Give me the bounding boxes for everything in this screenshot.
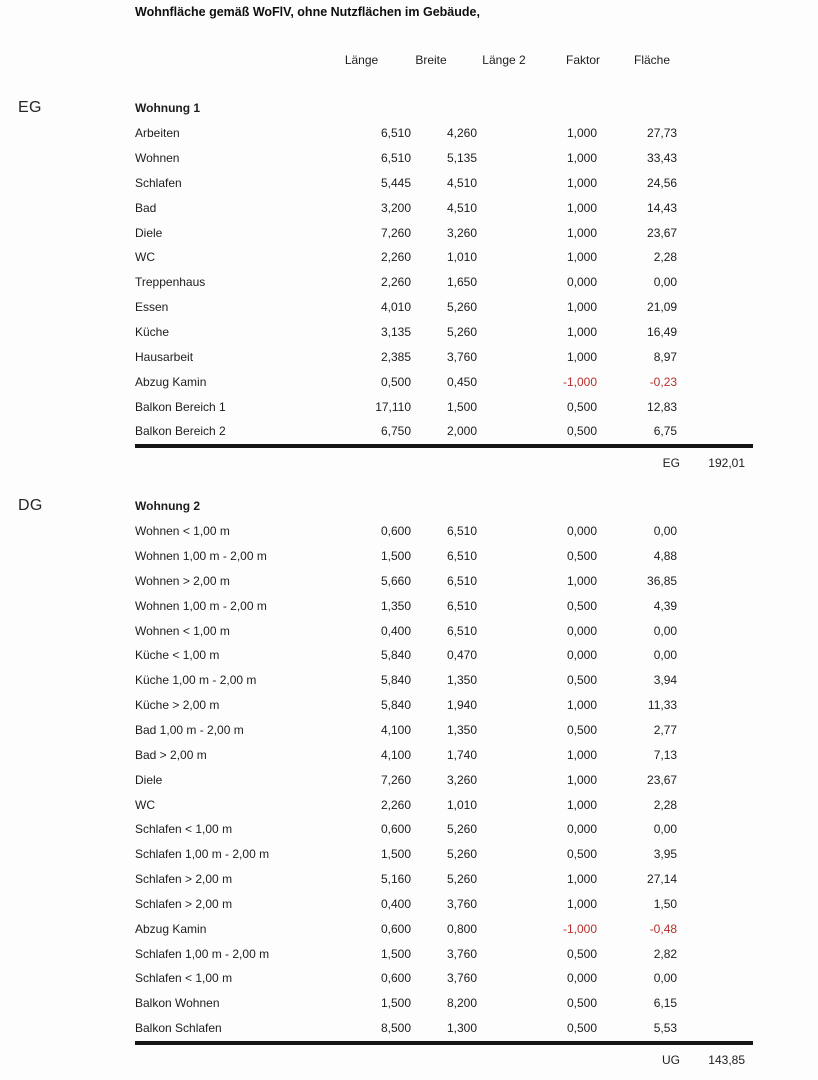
room-label: Wohnen < 1,00 m: [135, 623, 230, 638]
flaeche-value: 2,28: [653, 250, 678, 265]
laenge-value: 5,840: [380, 648, 411, 663]
floor-label-dg: DG: [18, 497, 43, 514]
room-label: Schlafen 1,00 m - 2,00 m: [135, 847, 270, 862]
flaeche-value: 5,53: [653, 1021, 678, 1036]
laenge-value: 3,135: [380, 325, 411, 340]
table-row: [135, 369, 678, 394]
flaeche-value: 3,94: [653, 673, 678, 688]
faktor-value: 0,000: [566, 524, 597, 539]
flaeche-value: 36,85: [647, 573, 678, 588]
table-row: [135, 842, 678, 867]
laenge-value: 5,160: [380, 872, 411, 887]
faktor-value: -1,000: [562, 921, 597, 936]
flaeche-value: 23,67: [647, 225, 678, 240]
room-label: Abzug Kamin: [135, 921, 207, 936]
laenge-value: 0,600: [380, 822, 411, 837]
laenge-value: 8,500: [380, 1021, 411, 1036]
flaeche-value: 2,28: [653, 797, 678, 812]
faktor-value: 1,000: [566, 698, 597, 713]
flaeche-value: 27,73: [647, 126, 678, 141]
laenge-value: 7,260: [380, 225, 411, 240]
faktor-value: 1,000: [566, 225, 597, 240]
room-label: Hausarbeit: [135, 349, 194, 364]
room-label: WC: [135, 797, 155, 812]
laenge2-value: [478, 171, 540, 196]
faktor-value: 1,000: [566, 175, 597, 190]
laenge-value: 5,445: [380, 175, 411, 190]
flaeche-value: 12,83: [647, 399, 678, 414]
measurement-table-eg: [135, 96, 678, 444]
room-label: Schlafen < 1,00 m: [135, 822, 233, 837]
breite-value: 1,940: [446, 698, 477, 713]
faktor-value: 1,000: [566, 797, 597, 812]
table-row: [135, 245, 678, 270]
table-row: [135, 220, 678, 245]
breite-value: 6,510: [446, 598, 477, 613]
table-row: [135, 867, 678, 892]
laenge2-value: [478, 668, 540, 693]
table-row: [135, 991, 678, 1016]
room-label: Wohnen < 1,00 m: [135, 524, 230, 539]
flaeche-value: 8,97: [653, 349, 678, 364]
flaeche-value: 14,43: [647, 200, 678, 215]
laenge2-value: [478, 270, 540, 295]
breite-value: 1,500: [446, 399, 477, 414]
faktor-value: 0,000: [566, 623, 597, 638]
laenge2-value: [478, 892, 540, 917]
laenge2-value: [478, 593, 540, 618]
flaeche-value: 21,09: [647, 300, 678, 315]
table-row: [135, 693, 678, 718]
flaeche-value: -0,48: [649, 921, 678, 936]
room-label: Balkon Bereich 2: [135, 424, 226, 439]
flaeche-value: -0,23: [649, 374, 678, 389]
faktor-value: 1,000: [566, 151, 597, 166]
laenge2-value: [478, 693, 540, 718]
laenge2-value: [478, 121, 540, 146]
laenge2-value: [478, 792, 540, 817]
table-row: [135, 718, 678, 743]
laenge-value: 2,385: [380, 349, 411, 364]
breite-value: 5,135: [446, 151, 477, 166]
flaeche-value: 16,49: [647, 325, 678, 340]
laenge2-value: [478, 817, 540, 842]
laenge-value: 5,840: [380, 673, 411, 688]
column-header-spacer: [135, 53, 345, 67]
table-row: [135, 668, 678, 693]
flaeche-value: 0,00: [653, 822, 678, 837]
column-header-laenge: Länge: [344, 53, 379, 67]
laenge-value: 0,600: [380, 524, 411, 539]
breite-value: 1,010: [446, 250, 477, 265]
flaeche-value: 27,14: [647, 872, 678, 887]
flaeche-value: 4,39: [653, 598, 678, 613]
table-row: [135, 121, 678, 146]
document-title: Wohnfläche gemäß WoFlV, ohne Nutzflächen im Gebäude,: [135, 5, 480, 19]
table-row: [135, 767, 678, 792]
room-label: Wohnen > 2,00 m: [135, 573, 230, 588]
breite-value: 3,760: [446, 896, 477, 911]
table-row: [135, 618, 678, 643]
flaeche-value: 6,75: [653, 424, 678, 439]
breite-value: 1,650: [446, 275, 477, 290]
flaeche-value: 3,95: [653, 847, 678, 862]
breite-value: 4,260: [446, 126, 477, 141]
laenge-value: 2,260: [380, 250, 411, 265]
laenge2-value: [478, 369, 540, 394]
laenge2-value: [478, 146, 540, 171]
laenge-value: 4,100: [380, 723, 411, 738]
flaeche-value: 6,15: [653, 996, 678, 1011]
faktor-value: 1,000: [566, 300, 597, 315]
breite-value: 6,510: [446, 549, 477, 564]
flaeche-value: 2,77: [653, 723, 678, 738]
flaeche-value: 0,00: [653, 971, 678, 986]
room-label: Schlafen > 2,00 m: [135, 896, 233, 911]
faktor-value: 0,500: [566, 1021, 597, 1036]
laenge2-value: [478, 941, 540, 966]
faktor-value: 1,000: [566, 200, 597, 215]
laenge-value: 4,100: [380, 747, 411, 762]
faktor-value: 1,000: [566, 126, 597, 141]
breite-value: 8,200: [446, 996, 477, 1011]
flaeche-value: 4,88: [653, 549, 678, 564]
laenge-value: 4,010: [380, 300, 411, 315]
section-total-eg: [135, 448, 753, 480]
laenge-value: 7,260: [380, 772, 411, 787]
section-dg: [18, 494, 753, 1077]
laenge2-value: [478, 220, 540, 245]
laenge-value: 1,350: [380, 598, 411, 613]
table-row: [135, 270, 678, 295]
faktor-value: 0,500: [566, 549, 597, 564]
room-label: Essen: [135, 300, 169, 315]
breite-value: 5,260: [446, 847, 477, 862]
breite-value: 3,760: [446, 946, 477, 961]
faktor-value: 0,500: [566, 673, 597, 688]
room-label: Diele: [135, 225, 163, 240]
table-row: [135, 195, 678, 220]
table-row: [135, 544, 678, 569]
laenge2-value: [478, 842, 540, 867]
table-row: [135, 593, 678, 618]
laenge-value: 0,400: [380, 623, 411, 638]
laenge2-value: [478, 867, 540, 892]
laenge2-value: [478, 767, 540, 792]
room-label: Bad 1,00 m - 2,00 m: [135, 723, 244, 738]
laenge2-value: [478, 320, 540, 345]
faktor-value: 0,500: [566, 847, 597, 862]
laenge2-value: [478, 966, 540, 991]
flaeche-value: 7,13: [653, 747, 678, 762]
room-label: Bad: [135, 200, 157, 215]
faktor-value: 1,000: [566, 747, 597, 762]
laenge2-value: [478, 643, 540, 668]
flaeche-value: 1,50: [653, 896, 678, 911]
laenge-value: 1,500: [380, 847, 411, 862]
room-label: Küche 1,00 m - 2,00 m: [135, 673, 257, 688]
table-row: [135, 419, 678, 444]
faktor-value: 1,000: [566, 573, 597, 588]
table-row: [135, 817, 678, 842]
laenge2-value: [478, 519, 540, 544]
table-row: [135, 916, 678, 941]
laenge-value: 0,600: [380, 921, 411, 936]
room-label: Balkon Bereich 1: [135, 399, 226, 414]
breite-value: 6,510: [446, 573, 477, 588]
breite-value: 4,510: [446, 175, 477, 190]
table-row: [135, 146, 678, 171]
laenge-value: 1,500: [380, 996, 411, 1011]
total-area-value: 192,01: [708, 455, 745, 470]
laenge-value: 17,110: [375, 399, 411, 414]
flaeche-value: 33,43: [647, 151, 678, 166]
laenge-value: 0,400: [380, 896, 411, 911]
laenge2-value: [478, 394, 540, 419]
total-floor-label: UG: [662, 1052, 680, 1067]
column-header-breite: Breite: [415, 53, 447, 67]
laenge-value: 5,660: [380, 573, 411, 588]
breite-value: 3,260: [446, 225, 477, 240]
table-row: [135, 171, 678, 196]
faktor-value: 1,000: [566, 349, 597, 364]
faktor-value: 0,500: [566, 996, 597, 1011]
table-row: [135, 966, 678, 991]
laenge2-value: [478, 544, 540, 569]
total-area-value: 143,85: [708, 1052, 745, 1067]
laenge2-value: [478, 419, 540, 444]
room-label: Schlafen 1,00 m - 2,00 m: [135, 946, 270, 961]
laenge-value: 6,750: [380, 424, 411, 439]
breite-value: 1,350: [446, 723, 477, 738]
room-label: Arbeiten: [135, 126, 180, 141]
room-label: Balkon Wohnen: [135, 996, 220, 1011]
faktor-value: 0,500: [566, 723, 597, 738]
faktor-value: 0,500: [566, 598, 597, 613]
faktor-value: 1,000: [566, 250, 597, 265]
apartment-title: Wohnung 2: [135, 499, 201, 514]
breite-value: 1,740: [446, 747, 477, 762]
breite-value: 5,260: [446, 872, 477, 887]
breite-value: 6,510: [446, 524, 477, 539]
table-row: [135, 792, 678, 817]
faktor-value: 1,000: [566, 896, 597, 911]
table-row: [135, 295, 678, 320]
room-label: Wohnen: [135, 151, 180, 166]
laenge2-value: [478, 991, 540, 1016]
table-row: [135, 394, 678, 419]
breite-value: 0,470: [446, 648, 477, 663]
laenge2-value: [478, 295, 540, 320]
breite-value: 5,260: [446, 300, 477, 315]
laenge-value: 5,840: [380, 698, 411, 713]
room-label: Bad > 2,00 m: [135, 747, 207, 762]
faktor-value: 1,000: [566, 872, 597, 887]
room-label: Schlafen < 1,00 m: [135, 971, 233, 986]
room-label: Balkon Schlafen: [135, 1021, 222, 1036]
section-eg: [18, 96, 753, 480]
room-label: Küche < 1,00 m: [135, 648, 220, 663]
room-label: Küche > 2,00 m: [135, 698, 220, 713]
table-row: [135, 1016, 678, 1041]
laenge-value: 3,200: [380, 200, 411, 215]
total-floor-label: EG: [662, 455, 680, 470]
laenge2-value: [478, 618, 540, 643]
faktor-value: -1,000: [562, 374, 597, 389]
faktor-value: 0,000: [566, 971, 597, 986]
table-row: [135, 742, 678, 767]
laenge2-value: [478, 569, 540, 594]
flaeche-value: 0,00: [653, 623, 678, 638]
room-label: Wohnen 1,00 m - 2,00 m: [135, 549, 267, 564]
faktor-value: 0,500: [566, 946, 597, 961]
room-label: Schlafen > 2,00 m: [135, 872, 233, 887]
flaeche-value: 24,56: [647, 175, 678, 190]
laenge-value: 0,500: [380, 374, 411, 389]
breite-value: 0,800: [446, 921, 477, 936]
laenge-value: 2,260: [380, 797, 411, 812]
breite-value: 5,260: [446, 325, 477, 340]
room-label: Schlafen: [135, 175, 182, 190]
laenge-value: 1,500: [380, 549, 411, 564]
table-row: [135, 892, 678, 917]
breite-value: 0,450: [446, 374, 477, 389]
table-row: [135, 519, 678, 544]
room-label: Wohnen 1,00 m - 2,00 m: [135, 598, 267, 613]
floor-label-eg: EG: [18, 99, 42, 116]
laenge2-value: [478, 1016, 540, 1041]
faktor-value: 0,500: [566, 424, 597, 439]
apartment-title-row: [135, 96, 678, 121]
room-label: Diele: [135, 772, 163, 787]
column-header-laenge2: Länge 2: [482, 53, 526, 67]
faktor-value: 0,000: [566, 822, 597, 837]
breite-value: 3,260: [446, 772, 477, 787]
laenge2-value: [478, 344, 540, 369]
laenge2-value: [478, 718, 540, 743]
table-row: [135, 643, 678, 668]
laenge-value: 2,260: [380, 275, 411, 290]
table-row: [135, 569, 678, 594]
breite-value: 2,000: [446, 424, 477, 439]
flaeche-value: 23,67: [647, 772, 678, 787]
breite-value: 1,010: [446, 797, 477, 812]
breite-value: 3,760: [446, 349, 477, 364]
flaeche-value: 11,33: [647, 698, 678, 713]
laenge-value: 0,600: [380, 971, 411, 986]
room-label: Abzug Kamin: [135, 374, 207, 389]
laenge2-value: [478, 245, 540, 270]
flaeche-value: 0,00: [653, 648, 678, 663]
laenge2-value: [478, 195, 540, 220]
faktor-value: 0,500: [566, 399, 597, 414]
column-header-row: [135, 53, 678, 67]
column-header-faktor: Faktor: [565, 53, 600, 67]
section-total-dg: [135, 1045, 753, 1077]
faktor-value: 0,000: [566, 648, 597, 663]
room-label: WC: [135, 250, 155, 265]
table-row: [135, 941, 678, 966]
measurement-table-dg: [135, 494, 678, 1041]
column-header-flaeche: Fläche: [633, 53, 671, 67]
table-row: [135, 344, 678, 369]
laenge2-value: [478, 916, 540, 941]
laenge2-value: [478, 742, 540, 767]
breite-value: 1,300: [446, 1021, 477, 1036]
table-row: [135, 320, 678, 345]
laenge-value: 6,510: [380, 151, 411, 166]
flaeche-value: 0,00: [653, 275, 678, 290]
flaeche-value: 0,00: [653, 524, 678, 539]
room-label: Küche: [135, 325, 170, 340]
faktor-value: 0,000: [566, 275, 597, 290]
apartment-title: Wohnung 1: [135, 101, 201, 116]
breite-value: 5,260: [446, 822, 477, 837]
laenge-value: 1,500: [380, 946, 411, 961]
breite-value: 6,510: [446, 623, 477, 638]
apartment-title-row: [135, 494, 678, 519]
laenge-value: 6,510: [380, 126, 411, 141]
breite-value: 1,350: [446, 673, 477, 688]
flaeche-value: 2,82: [653, 946, 678, 961]
faktor-value: 1,000: [566, 325, 597, 340]
breite-value: 3,760: [446, 971, 477, 986]
room-label: Treppenhaus: [135, 275, 206, 290]
breite-value: 4,510: [446, 200, 477, 215]
faktor-value: 1,000: [566, 772, 597, 787]
